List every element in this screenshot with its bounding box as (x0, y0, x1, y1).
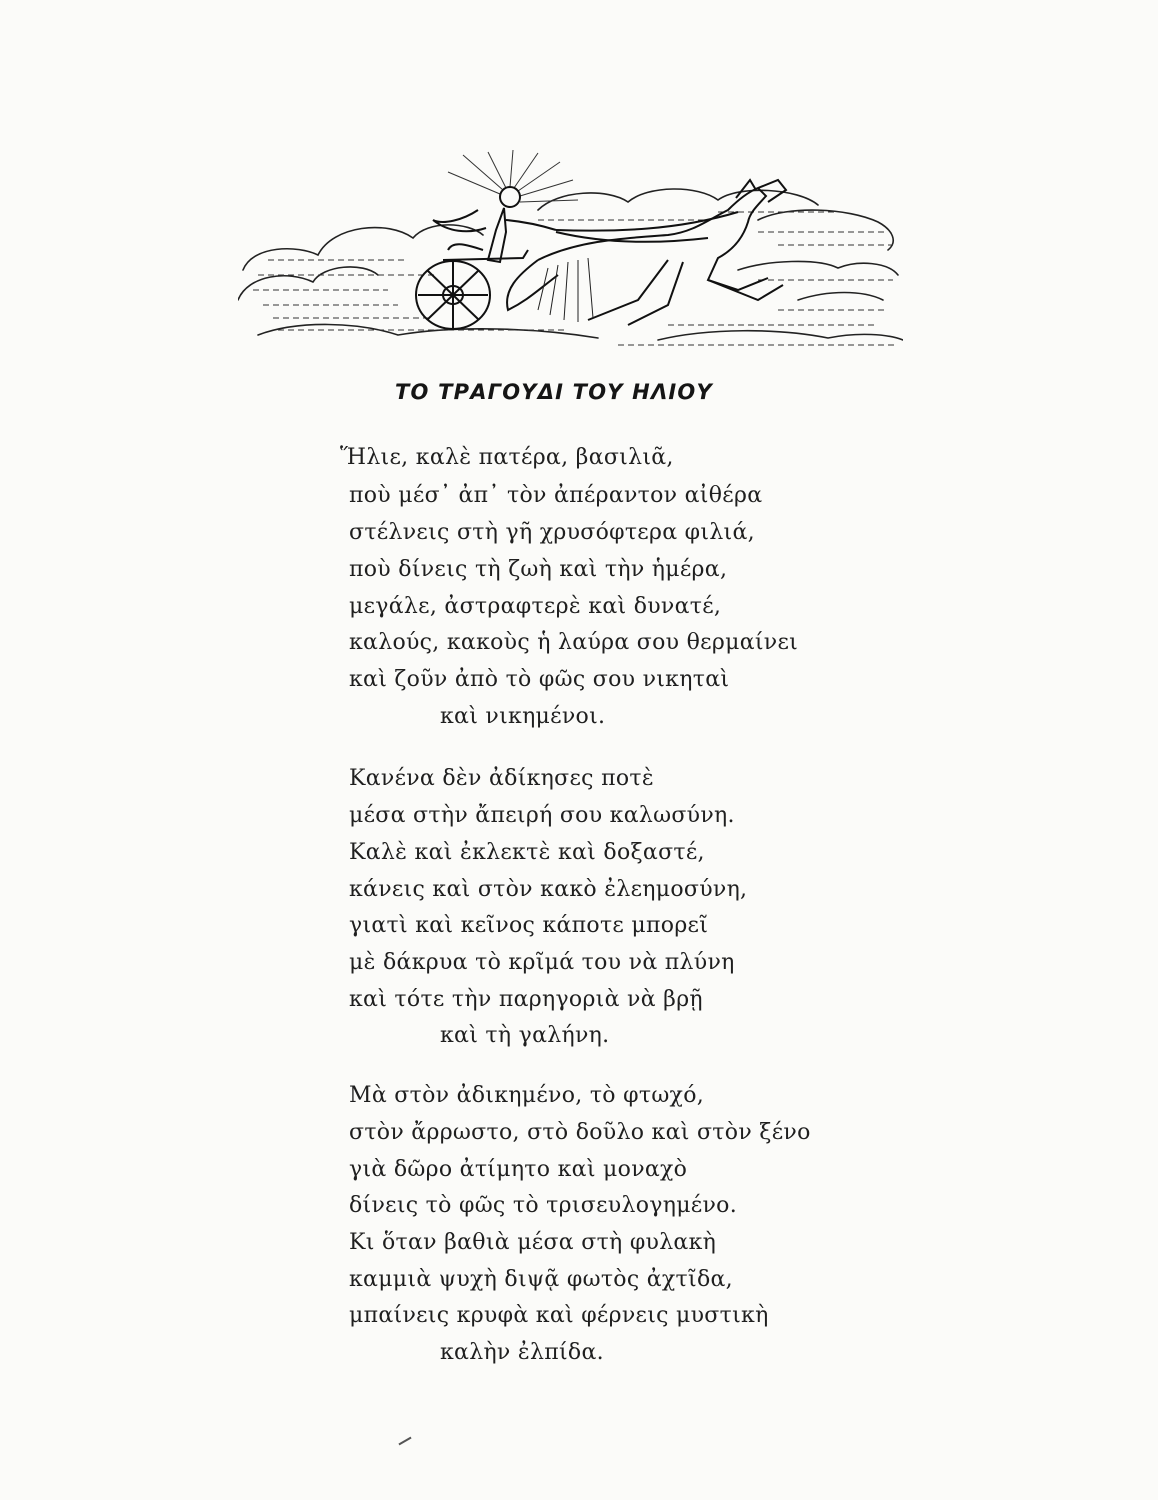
poem-line: μέσα στὴν ἄπειρή σου καλωσύνη. (349, 803, 735, 828)
sun-chariot-icon (238, 150, 903, 355)
poem-line: μὲ δάκρυα τὸ κρῖμά του νὰ πλύνη (349, 950, 735, 975)
poem-line: Κανένα δὲν ἀδίκησες ποτὲ (349, 766, 654, 791)
poem-line: γιατὶ καὶ κεῖνος κάποτε μπορεῖ (349, 913, 709, 938)
poem-line: Ἥλιε, καλὲ πατέρα, βασιλιᾶ, (340, 445, 674, 470)
ink-mark (398, 1437, 411, 1446)
poem-line: καὶ ζοῦν ἀπὸ τὸ φῶς σου νικηταὶ (349, 667, 730, 692)
poem-line: γιὰ δῶρο ἀτίμητο καὶ μοναχὸ (349, 1157, 688, 1182)
poem-line: Κι ὅταν βαθιὰ μέσα στὴ φυλακὴ (349, 1230, 717, 1255)
poem-line: καὶ νικημένοι. (440, 704, 606, 729)
poem-line: Καλὲ καὶ ἐκλεκτὲ καὶ δοξαστέ, (349, 840, 705, 865)
poem-line: καλὴν ἐλπίδα. (440, 1340, 604, 1365)
sun-chariot-illustration (238, 150, 903, 355)
poem-line: δίνεις τὸ φῶς τὸ τρισευλογημένο. (349, 1193, 738, 1218)
poem-line: ποὺ μέσ᾽ ἀπ᾽ τὸν ἀπέραντον αἰθέρα (349, 483, 763, 508)
poem-line: κάνεις καὶ στὸν κακὸ ἐλεημοσύνη, (349, 877, 748, 902)
poem-line: καμμιὰ ψυχὴ διψᾷ φωτὸς ἀχτῖδα, (349, 1267, 733, 1292)
poem-line: στὸν ἄρρωστο, στὸ δοῦλο καὶ στὸν ξένο (349, 1120, 811, 1145)
poem-line: μπαίνεις κρυφὰ καὶ φέρνεις μυστικὴ (349, 1303, 769, 1328)
poem-line: Μὰ στὸν ἀδικημένο, τὸ φτωχό, (349, 1083, 705, 1108)
poem-title: ΤΟ ΤΡΑΓΟΥΔΙ ΤΟΥ ΗΛΙΟΥ (395, 380, 713, 404)
poem-line: ποὺ δίνεις τὴ ζωὴ καὶ τὴν ἡμέρα, (349, 557, 728, 582)
poem-line: μεγάλε, ἀστραφτερὲ καὶ δυνατέ, (349, 594, 722, 619)
poem-line: καὶ τότε τὴν παρηγοριὰ νὰ βρῇ (349, 987, 703, 1012)
poem-line: καλούς, κακοὺς ἡ λαύρα σου θερμαίνει (349, 630, 799, 655)
poem-line: στέλνεις στὴ γῆ χρυσόφτερα φιλιά, (349, 520, 755, 545)
poem-line: καὶ τὴ γαλήνη. (440, 1023, 610, 1048)
